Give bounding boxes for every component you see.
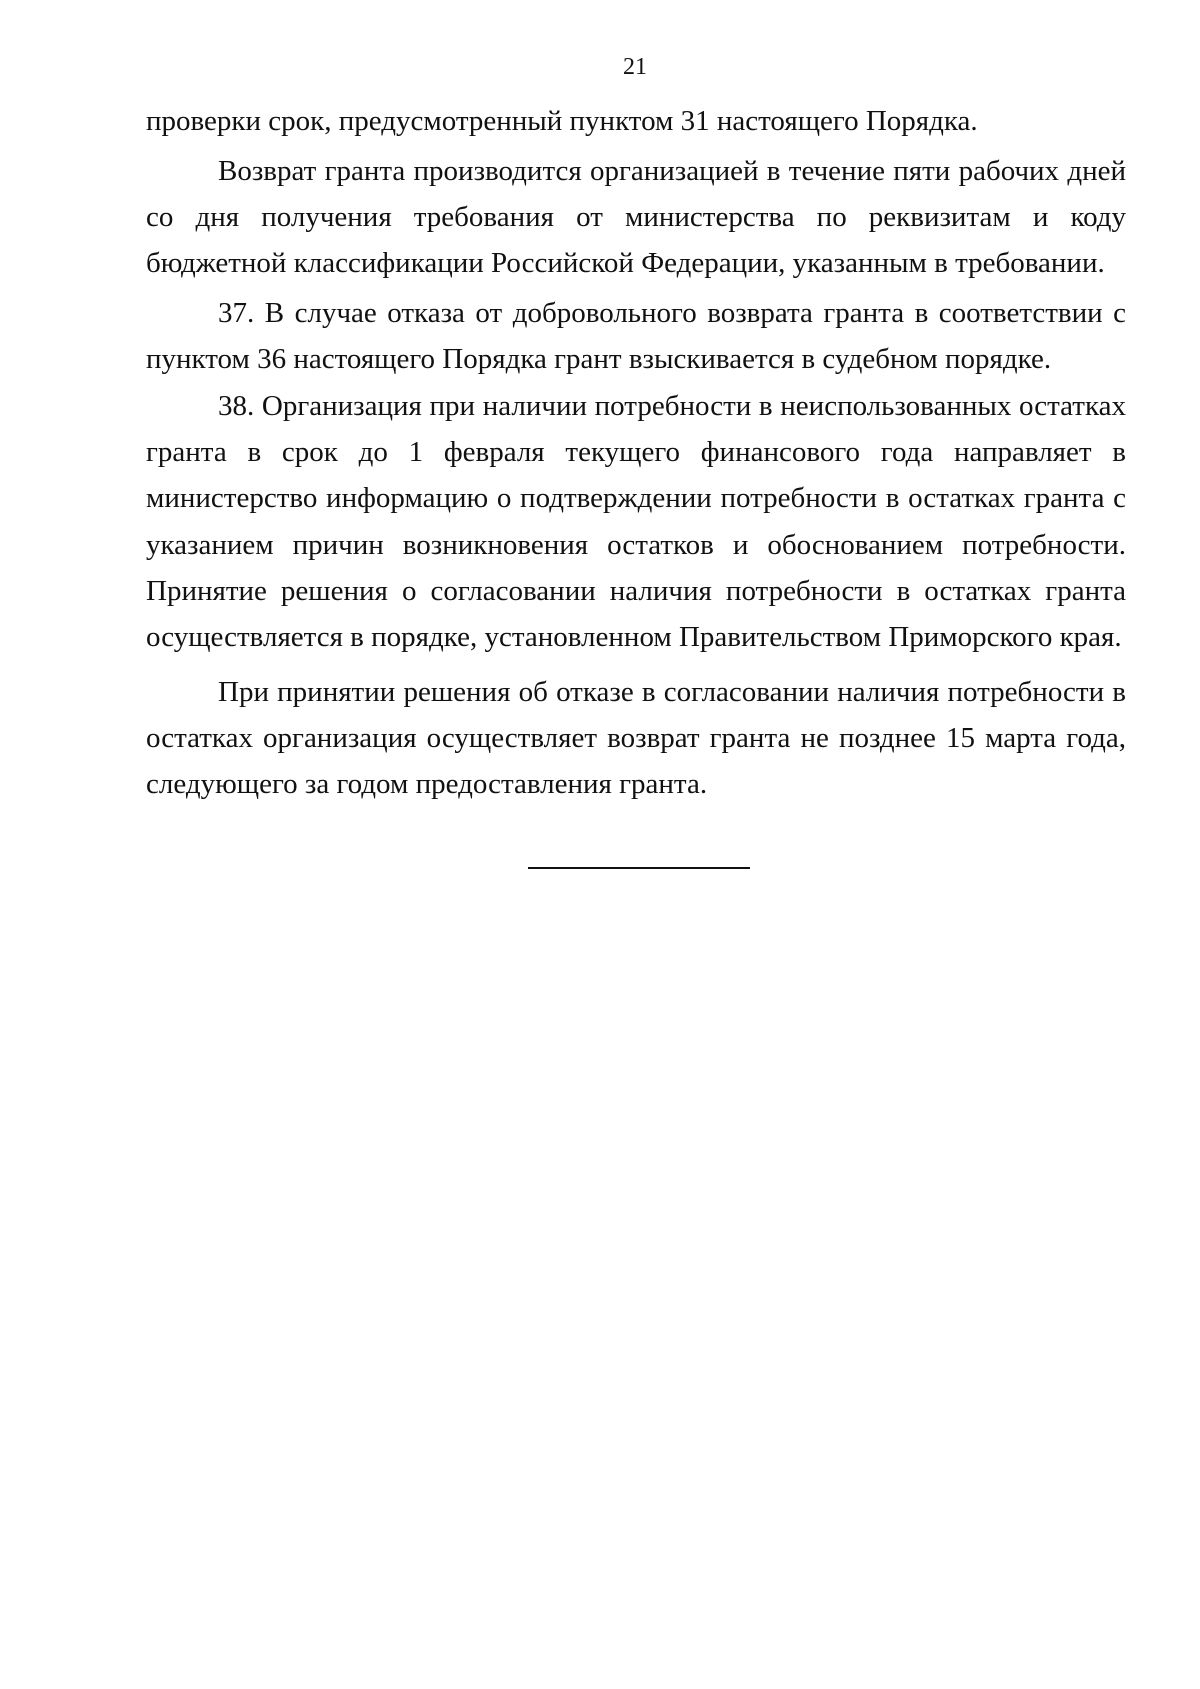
paragraph-38: [146, 383, 1126, 660]
paragraph-continuation: [146, 98, 1126, 144]
paragraph-refusal: [146, 669, 1126, 808]
page-number: 21: [623, 54, 647, 80]
closing-rule: [528, 867, 750, 869]
paragraph-text: Возврат гранта производится организацией в течение пяти рабочих дней со дня получения требования от министерства по реквизитам и коду бюджетной классификации Российской Федерации, указанным в требовании.: [146, 155, 1126, 280]
paragraph-37: [146, 290, 1126, 382]
paragraph-grant-return: [146, 148, 1126, 287]
paragraph-text: 37. В случае отказа от добровольного возврата гранта в соответствии с пунктом 36 настоящего Порядка грант взыскивается в судебном порядке.: [146, 297, 1126, 376]
paragraph-text: При принятии решения об отказе в согласовании наличия потребности в остатках организация осуществляет возврат гранта не позднее 15 марта года, следующего за годом предоставления гранта.: [146, 676, 1126, 801]
paragraph-text: 38. Организация при наличии потребности в неиспользованных остатках гранта в срок до 1 февраля текущего финансового года направляет в министерство информацию о подтверждении потребности в остатках гранта с указанием причин возникновения остатков и обоснованием потребности. Принятие решения о согласовании наличия потребности в остатках гранта осуществляется в порядке, установленном Правительством Приморского края.: [146, 390, 1126, 654]
paragraph-text: проверки срок, предусмотренный пунктом 31 настоящего Порядка.: [146, 105, 978, 137]
